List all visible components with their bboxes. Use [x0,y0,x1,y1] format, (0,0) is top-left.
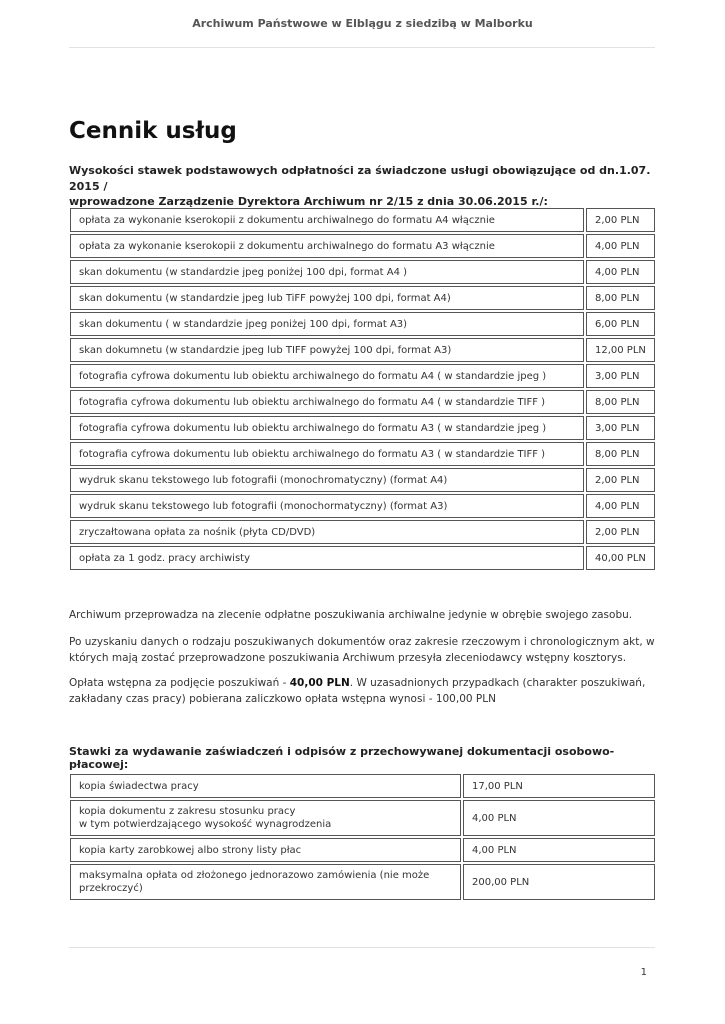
price-cell: 8,00 PLN [586,286,655,310]
price-cell: 40,00 PLN [586,546,655,570]
table-row [70,234,655,258]
paragraph-search-scope: Archiwum przeprowadza na zlecenie odpłatne poszukiwania archiwalne jedynie w obrębie swojego zasobu. [69,609,633,621]
price-cell: 8,00 PLN [586,390,655,414]
price-cell: 4,00 PLN [463,838,655,862]
price-cell: 8,00 PLN [586,442,655,466]
price-cell: 200,00 PLN [463,864,655,900]
price-cell: 12,00 PLN [586,338,655,362]
table-row [70,390,655,414]
table-row [70,520,655,544]
service-cell: kopia karty zarobkowej albo strony listy płac [70,838,461,862]
service-cell: wydruk skanu tekstowego lub fotografii (monochormatyczny) (format A3) [70,494,584,518]
service-cell: kopia dokumentu z zakresu stosunku pracy w tym potwierdzającego wysokość wynagrodzenia [70,800,461,836]
table-row [70,208,655,232]
price-cell: 2,00 PLN [586,520,655,544]
service-cell: skan dokumentu (w standardzie jpeg poniżej 100 dpi, format A4 ) [70,260,584,284]
table-row [70,864,655,900]
service-cell: kopia świadectwa pracy [70,774,461,798]
price-cell: 6,00 PLN [586,312,655,336]
table-row [70,338,655,362]
initial-fee-note: . W uzasadnionych przypadkach (charakter poszukiwań, zakładany czas pracy) pobierana zaliczkowo opłata wstępna wynosi - 100,00 PLN [69,677,646,705]
header-divider [69,47,655,48]
price-cell: 4,00 PLN [586,234,655,258]
footer-divider [69,947,655,948]
table-row [70,774,655,798]
price-cell: 3,00 PLN [586,364,655,388]
initial-fee-amount: 40,00 PLN [289,677,350,689]
price-cell: 4,00 PLN [586,494,655,518]
price-cell: 4,00 PLN [586,260,655,284]
table-row [70,312,655,336]
price-cell: 4,00 PLN [463,800,655,836]
personnel-table [68,772,657,902]
table-row [70,800,655,836]
service-cell: skan dokumentu (w standardzie jpeg lub TiFF powyżej 100 dpi, format A4) [70,286,584,310]
service-cell: opłata za wykonanie kserokopii z dokumentu archiwalnego do formatu A4 włącznie [70,208,584,232]
service-cell: zryczałtowana opłata za nośnik (płyta CD/DVD) [70,520,584,544]
price-table [68,206,657,572]
table-row [70,546,655,570]
price-cell: 17,00 PLN [463,774,655,798]
table-row [70,260,655,284]
table-row [70,494,655,518]
price-cell: 2,00 PLN [586,208,655,232]
table-row [70,364,655,388]
document-header: Archiwum Państwowe w Elblągu z siedzibą w Malborku [192,17,533,30]
service-cell: fotografia cyfrowa dokumentu lub obiektu archiwalnego do formatu A4 ( w standardzie jpeg ) [70,364,584,388]
table-row [70,468,655,492]
section-title-personnel: Stawki za wydawanie zaświadczeń i odpisów z przechowywanej dokumentacji osobowo-płacowej: [69,745,615,771]
service-cell: maksymalna opłata od złożonego jednorazowo zamówienia (nie może przekroczyć) [70,864,461,900]
page-title: Cennik usług [69,118,237,144]
service-cell: skan dokumnetu (w standardzie jpeg lub TIFF powyżej 100 dpi, format A3) [70,338,584,362]
table-row [70,286,655,310]
price-cell: 2,00 PLN [586,468,655,492]
table-row [70,442,655,466]
page-number: 1 [640,967,647,978]
intro-text: Wysokości stawek podstawowych odpłatności za świadczone usługi obowiązujące od dn.1.07. 2015 / wprowadzone Zarządzenie Dyrektora Archiwum nr 2/15 z dnia 30.06.2015 r./: [69,164,651,208]
table-row [70,416,655,440]
service-cell: fotografia cyfrowa dokumentu lub obiektu archiwalnego do formatu A3 ( w standardzie TIFF ) [70,442,584,466]
paragraph-cost-estimate: Po uzyskaniu danych o rodzaju poszukiwanych dokumentów oraz zakresie rzeczowym i chronologicznym akt, w których mają zostać przeprowadzone poszukiwania Archiwum przesyła zleceniodawcy wstępny kosztorys. [69,636,655,664]
service-cell: fotografia cyfrowa dokumentu lub obiektu archiwalnego do formatu A3 ( w standardzie jpeg ) [70,416,584,440]
service-cell: fotografia cyfrowa dokumentu lub obiektu archiwalnego do formatu A4 ( w standardzie TIFF ) [70,390,584,414]
paragraph-initial-fee [69,676,659,707]
service-cell: opłata za wykonanie kserokopii z dokumentu archiwalnego do formatu A3 włącznie [70,234,584,258]
service-cell: wydruk skanu tekstowego lub fotografii (monochromatyczny) (format A4) [70,468,584,492]
price-cell: 3,00 PLN [586,416,655,440]
initial-fee-text: Opłata wstępna za podjęcie poszukiwań - [69,677,290,689]
service-cell: opłata za 1 godz. pracy archiwisty [70,546,584,570]
table-row [70,838,655,862]
service-cell: skan dokumentu ( w standardzie jpeg poniżej 100 dpi, format A3) [70,312,584,336]
